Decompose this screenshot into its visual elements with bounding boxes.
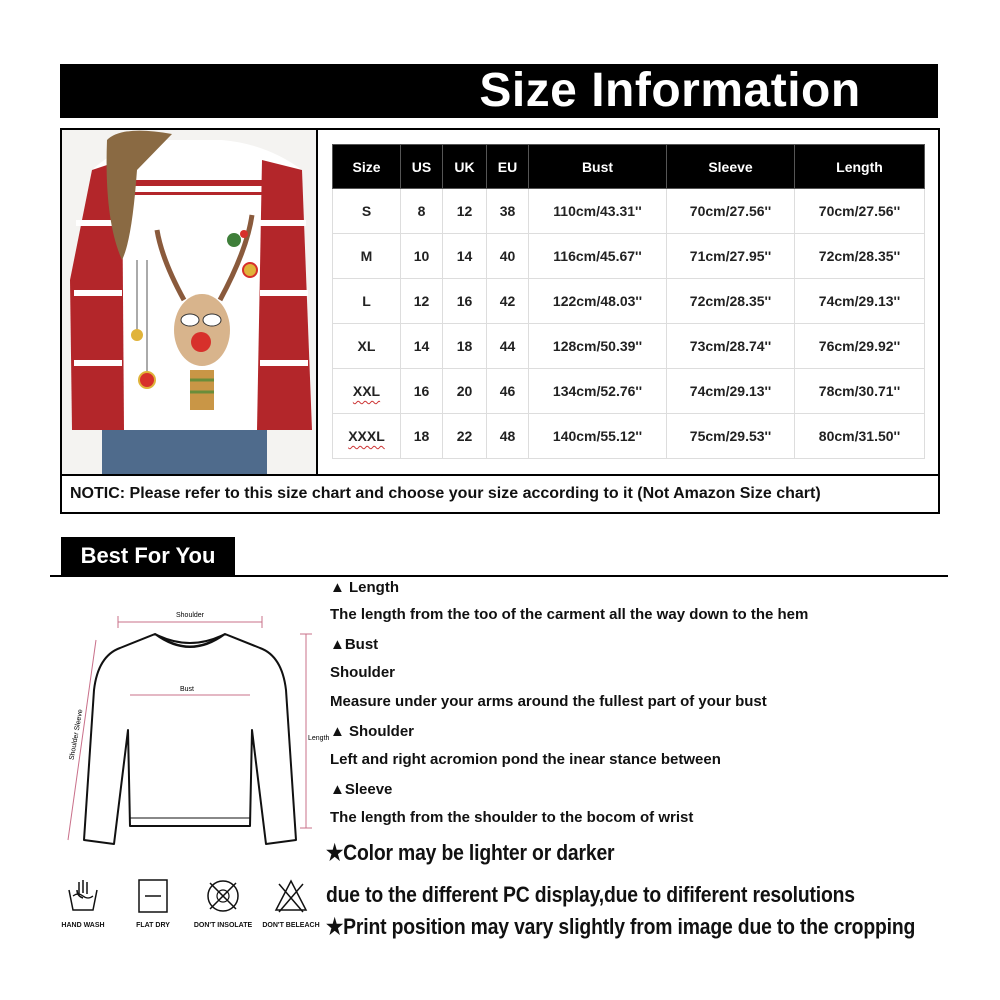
cell-bust: 140cm/55.12'' xyxy=(529,414,667,459)
desc-sleeve-text: The length from the shoulder to the bocom of wrist xyxy=(330,809,694,826)
cell-size: XXXL xyxy=(333,414,401,459)
do-not-bleach-icon xyxy=(273,878,309,914)
care-label: DON'T INSOLATE xyxy=(193,922,253,929)
best-for-you-heading: Best For You xyxy=(61,537,235,575)
page-title: Size Information xyxy=(479,64,861,117)
cell-us: 16 xyxy=(401,369,443,414)
diagram-label-length: Length xyxy=(308,735,330,742)
cell-sleeve: 72cm/28.35'' xyxy=(667,279,795,324)
cell-eu: 44 xyxy=(487,324,529,369)
diagram-label-bust: Bust xyxy=(179,686,195,693)
cell-bust: 122cm/48.03'' xyxy=(529,279,667,324)
cell-sleeve: 70cm/27.56'' xyxy=(667,189,795,234)
cell-length: 74cm/29.13'' xyxy=(795,279,925,324)
do-not-insolate-icon xyxy=(205,878,241,914)
cell-us: 18 xyxy=(401,414,443,459)
table-row xyxy=(333,279,925,324)
desc-length-heading: ▲ Length xyxy=(330,579,400,596)
note-color: ★Color may be lighter or darker xyxy=(326,840,615,865)
cell-eu: 48 xyxy=(487,414,529,459)
sweatshirt-outline-icon xyxy=(84,634,296,844)
cell-sleeve: 75cm/29.53'' xyxy=(667,414,795,459)
cell-sleeve: 74cm/29.13'' xyxy=(667,369,795,414)
cell-eu: 38 xyxy=(487,189,529,234)
desc-sleeve-heading: ▲Sleeve xyxy=(330,781,393,798)
cell-uk: 20 xyxy=(443,369,487,414)
size-chart-box xyxy=(60,128,940,514)
care-hand-wash xyxy=(48,878,118,929)
cell-us: 10 xyxy=(401,234,443,279)
cell-length: 70cm/27.56'' xyxy=(795,189,925,234)
desc-shoulder-heading: ▲ Shoulder xyxy=(330,723,415,740)
cell-eu: 46 xyxy=(487,369,529,414)
size-table xyxy=(332,144,925,459)
table-row xyxy=(333,234,925,279)
desc-bust-text: Measure under your arms around the fullest part of your bust xyxy=(330,693,767,710)
table-row xyxy=(333,414,925,459)
care-do-not-bleach xyxy=(256,878,326,929)
column-header-uk: UK xyxy=(443,145,487,189)
cell-us: 12 xyxy=(401,279,443,324)
care-flat-dry xyxy=(118,878,188,929)
diagram-label-shoulder: Shoulder xyxy=(175,612,205,619)
size-notice: NOTIC: Please refer to this size chart and choose your size according to it (Not Amazon Size chart) xyxy=(62,474,938,512)
cell-uk: 18 xyxy=(443,324,487,369)
cell-size: XXL xyxy=(333,369,401,414)
cell-size: XL xyxy=(333,324,401,369)
desc-shoulder-text: Left and right acromion pond the inear stance between xyxy=(330,751,721,768)
table-row xyxy=(333,324,925,369)
cell-sleeve: 73cm/28.74'' xyxy=(667,324,795,369)
desc-length-text: The length from the too of the carment all the way down to the hem xyxy=(330,606,809,623)
care-do-not-insolate xyxy=(188,878,258,929)
cell-uk: 12 xyxy=(443,189,487,234)
sweatshirt-photo-image xyxy=(62,130,316,474)
cell-length: 78cm/30.71'' xyxy=(795,369,925,414)
flat-dry-icon xyxy=(135,878,171,914)
column-header-us: US xyxy=(401,145,443,189)
table-row xyxy=(333,369,925,414)
hand-wash-icon xyxy=(65,878,101,914)
cell-length: 72cm/28.35'' xyxy=(795,234,925,279)
desc-bust-shoulder: Shoulder xyxy=(330,664,396,681)
table-header-row xyxy=(333,145,925,189)
cell-eu: 42 xyxy=(487,279,529,324)
cell-length: 80cm/31.50'' xyxy=(795,414,925,459)
column-header-eu: EU xyxy=(487,145,529,189)
column-header-length: Length xyxy=(795,145,925,189)
care-label: DON'T BELEACH xyxy=(262,922,320,929)
cell-bust: 116cm/45.67'' xyxy=(529,234,667,279)
desc-bust-heading: ▲Bust xyxy=(330,636,379,653)
cell-size: M xyxy=(333,234,401,279)
cell-uk: 22 xyxy=(443,414,487,459)
cell-uk: 14 xyxy=(443,234,487,279)
care-label: FLAT DRY xyxy=(136,922,170,929)
cell-us: 8 xyxy=(401,189,443,234)
cell-length: 76cm/29.92'' xyxy=(795,324,925,369)
cell-bust: 128cm/50.39'' xyxy=(529,324,667,369)
section-divider xyxy=(50,575,948,577)
table-row xyxy=(333,189,925,234)
note-display: due to the different PC display,due to dififerent resolutions xyxy=(326,882,855,907)
column-header-bust: Bust xyxy=(529,145,667,189)
column-header-size: Size xyxy=(333,145,401,189)
cell-bust: 134cm/52.76'' xyxy=(529,369,667,414)
diagram-label-shoulder-sleeve: Shoulder Sleeve xyxy=(68,708,85,761)
care-label: HAND WASH xyxy=(61,922,105,929)
cell-uk: 16 xyxy=(443,279,487,324)
cell-eu: 40 xyxy=(487,234,529,279)
note-print-position: ★Print position may vary slightly from image due to the cropping xyxy=(326,914,916,939)
size-table-container xyxy=(318,130,938,474)
measurement-diagram xyxy=(60,590,330,870)
cell-bust: 110cm/43.31'' xyxy=(529,189,667,234)
product-photo xyxy=(62,130,318,474)
cell-sleeve: 71cm/27.95'' xyxy=(667,234,795,279)
column-header-sleeve: Sleeve xyxy=(667,145,795,189)
cell-size: S xyxy=(333,189,401,234)
title-bar xyxy=(60,64,938,118)
cell-size: L xyxy=(333,279,401,324)
cell-us: 14 xyxy=(401,324,443,369)
